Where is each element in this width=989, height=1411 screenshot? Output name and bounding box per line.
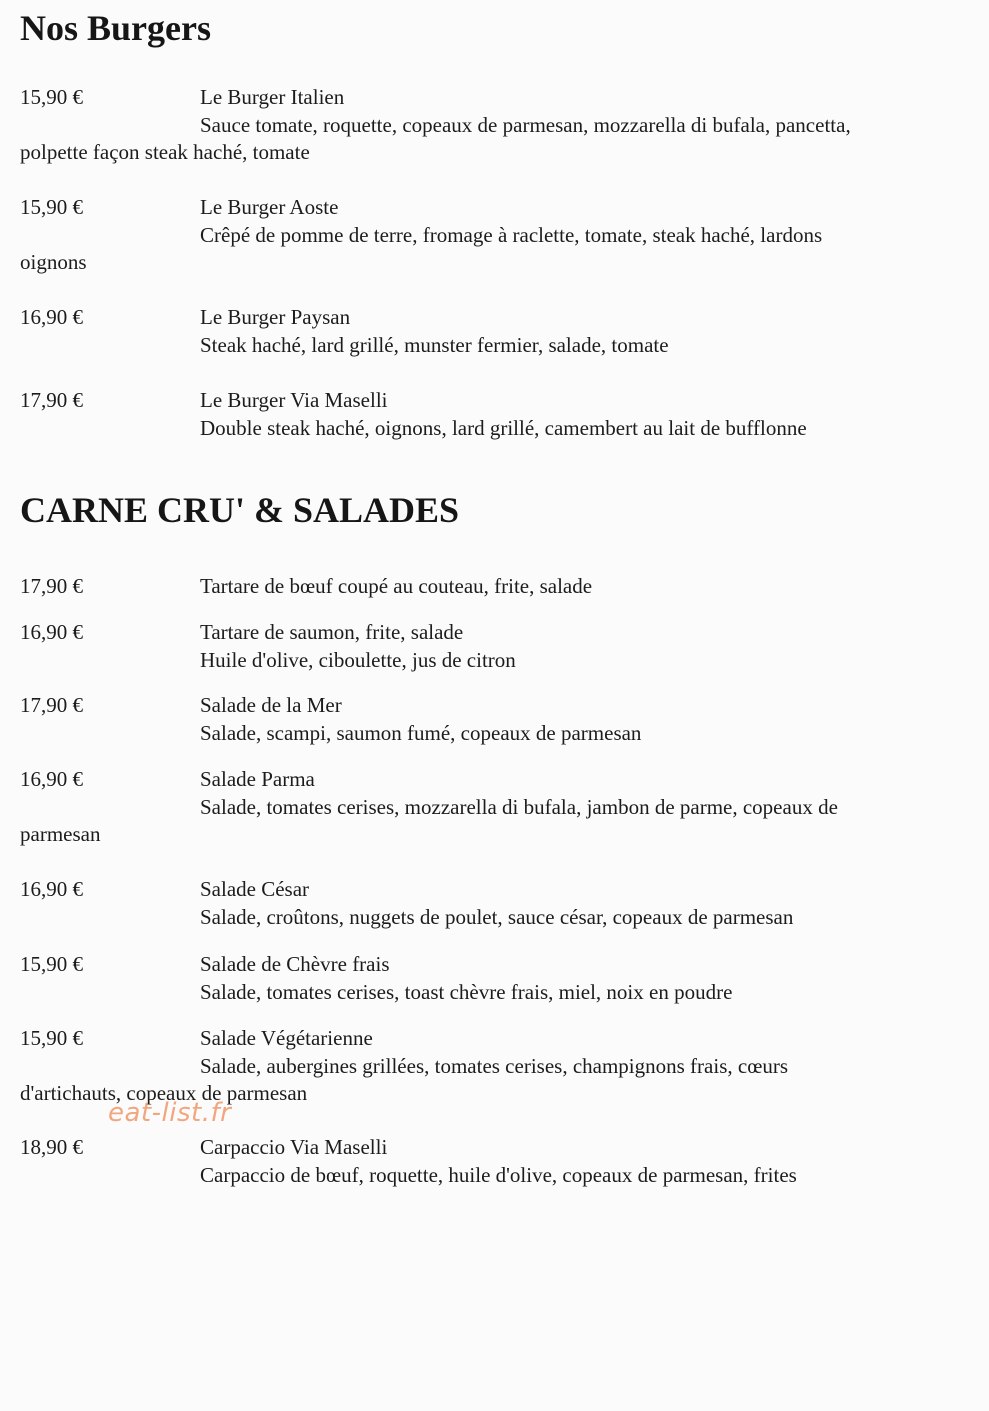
item-name: Salade de Chèvre frais xyxy=(200,952,390,976)
item-price: 15,90 € xyxy=(20,952,83,976)
item-price: 17,90 € xyxy=(20,388,83,412)
item-name: Tartare de bœuf coupé au couteau, frite, salade xyxy=(200,574,593,598)
section-title-burgers: Nos Burgers xyxy=(20,8,211,48)
item-description: Salade, scampi, saumon fumé, copeaux de parmesan xyxy=(200,720,642,745)
item-price: 16,90 € xyxy=(20,767,83,791)
item-description: Salade, aubergines grillées, tomates cerises, champignons frais, cœurs xyxy=(200,1053,789,1078)
menu-item xyxy=(0,951,989,1006)
item-price: 15,90 € xyxy=(20,1026,83,1050)
menu-item xyxy=(0,619,989,674)
menu-item xyxy=(0,692,989,747)
item-name: Le Burger Paysan xyxy=(200,305,351,329)
item-name: Salade Végétarienne xyxy=(200,1026,373,1050)
item-price: 18,90 € xyxy=(20,1135,83,1159)
item-price: 15,90 € xyxy=(20,195,83,219)
item-description: Huile d'olive, ciboulette, jus de citron xyxy=(200,647,516,672)
item-name: Salade de la Mer xyxy=(200,693,342,717)
item-description-continued: oignons xyxy=(20,250,87,274)
section-title-carne-salades: CARNE CRU' & SALADES xyxy=(20,490,460,530)
item-description: Sauce tomate, roquette, copeaux de parmesan, mozzarella di bufala, pancetta, xyxy=(200,112,851,137)
menu-item xyxy=(0,1025,989,1108)
menu-item xyxy=(0,1134,989,1189)
item-name: Tartare de saumon, frite, salade xyxy=(200,620,464,644)
item-description-continued: polpette façon steak haché, tomate xyxy=(20,140,310,164)
item-price: 16,90 € xyxy=(20,305,83,329)
menu-item xyxy=(0,194,989,277)
item-description-continued: parmesan xyxy=(20,822,101,846)
item-price: 16,90 € xyxy=(20,620,83,644)
item-price: 17,90 € xyxy=(20,574,83,598)
menu-item xyxy=(0,573,989,601)
item-price: 16,90 € xyxy=(20,877,83,901)
item-name: Le Burger Via Maselli xyxy=(200,388,388,412)
menu-item xyxy=(0,304,989,359)
item-description: Salade, tomates cerises, toast chèvre frais, miel, noix en poudre xyxy=(200,979,733,1004)
menu-item xyxy=(0,387,989,442)
item-description: Double steak haché, oignons, lard grillé, camembert au lait de bufflonne xyxy=(200,415,807,440)
item-name: Salade César xyxy=(200,877,310,901)
item-name: Le Burger Italien xyxy=(200,85,345,109)
item-description: Salade, tomates cerises, mozzarella di bufala, jambon de parme, copeaux de xyxy=(200,794,838,819)
menu-item xyxy=(0,766,989,849)
item-description: Salade, croûtons, nuggets de poulet, sauce césar, copeaux de parmesan xyxy=(200,904,794,929)
item-description: Carpaccio de bœuf, roquette, huile d'olive, copeaux de parmesan, frites xyxy=(200,1162,797,1187)
item-description: Steak haché, lard grillé, munster fermier, salade, tomate xyxy=(200,332,669,357)
item-description: Crêpé de pomme de terre, fromage à raclette, tomate, steak haché, lardons xyxy=(200,222,823,247)
item-name: Salade Parma xyxy=(200,767,315,791)
watermark: eat-list.fr xyxy=(108,1098,232,1128)
item-name: Carpaccio Via Maselli xyxy=(200,1135,388,1159)
item-description-continued: d'artichauts, copeaux de parmesan xyxy=(20,1081,308,1105)
menu-item xyxy=(0,84,989,167)
menu-item xyxy=(0,876,989,931)
item-price: 17,90 € xyxy=(20,693,83,717)
item-name: Le Burger Aoste xyxy=(200,195,339,219)
item-price: 15,90 € xyxy=(20,85,83,109)
